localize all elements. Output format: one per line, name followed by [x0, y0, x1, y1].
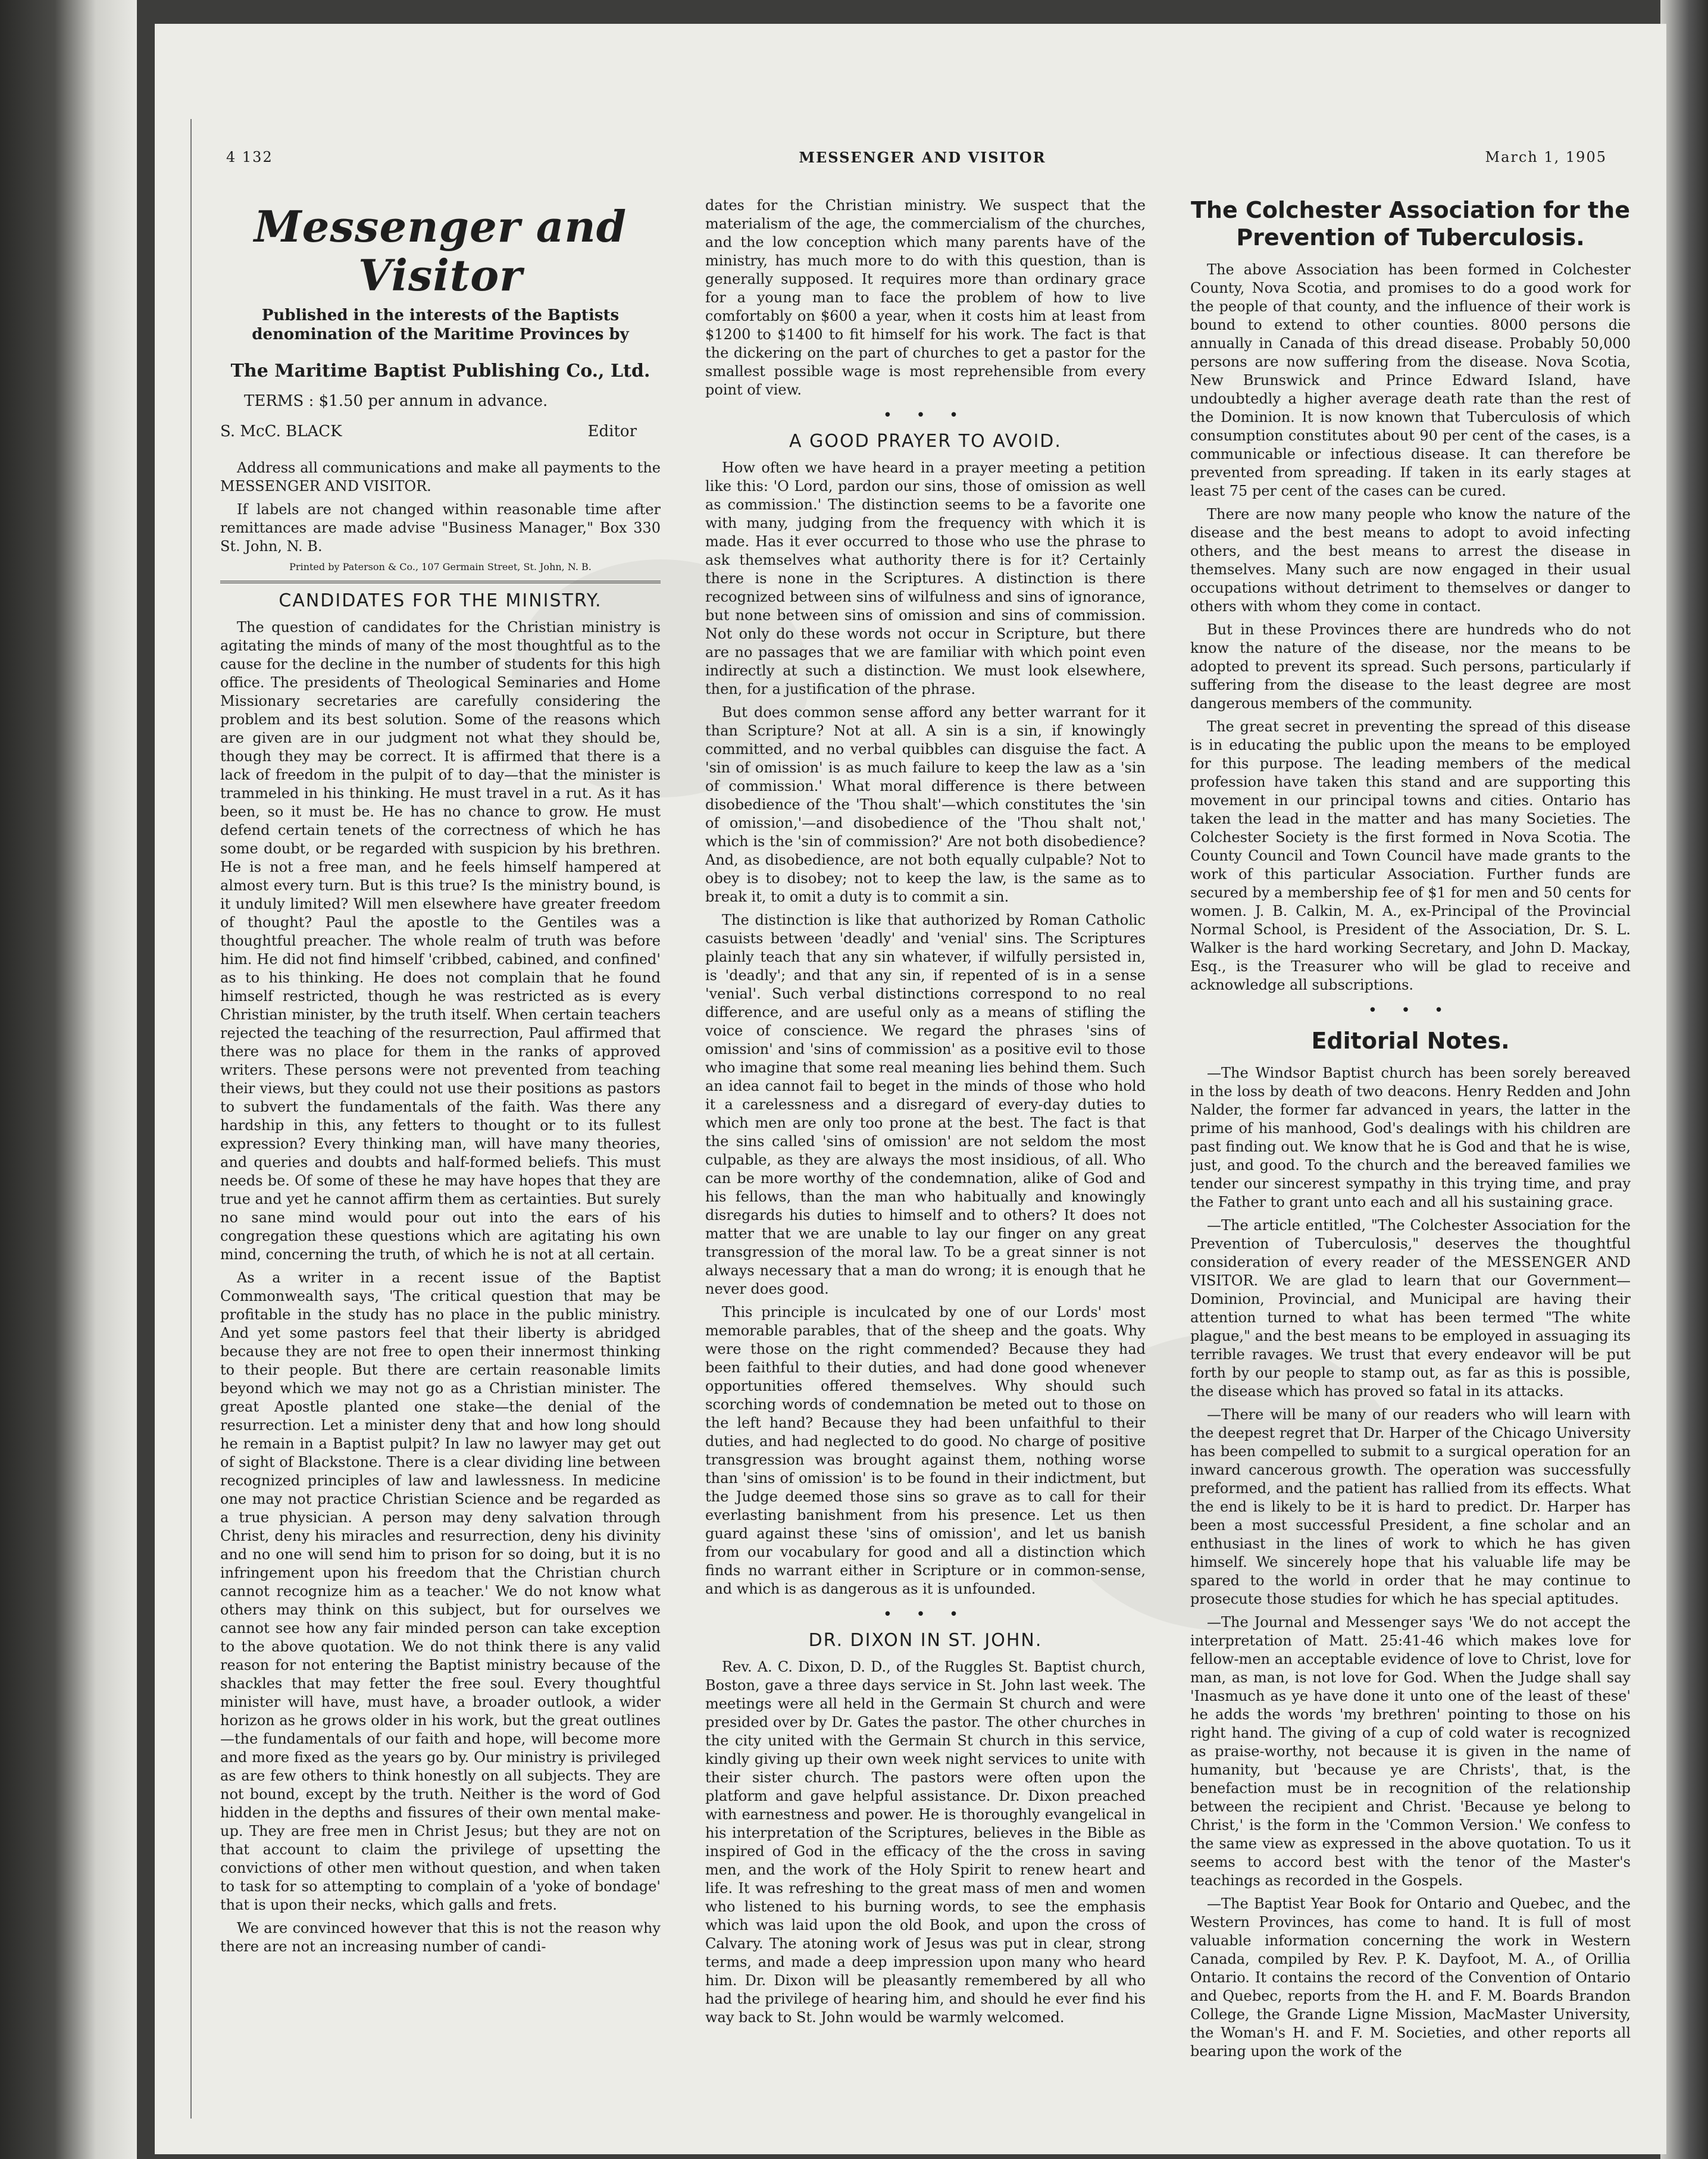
newspaper-page	[155, 24, 1666, 2154]
article-paragraph: How often we have heard in a prayer meeting a petition like this: 'O Lord, pardon our sins, those of omission as well as commission.' The distinction seems to be a favorite one with many, judging from the frequency with which it is made. Has it ever occurred to those who use the phrase to ask themselves what authority there is for it? Certainly there is none in the Scriptures. A distinction is there recognized between sins of wilfulness and sins of ignorance, but none between sins of omission and sins of commission. Not only do these words not occur in Scripture, but there are no passages that we are familiar with which point even indirectly at such a distinction. We must look elsewhere, then, for a justification of the phrase.	[705, 459, 1146, 697]
scan-edge-left	[0, 0, 137, 2159]
editor-name: S. McC. BLACK	[220, 423, 342, 440]
issue-date: March 1, 1905	[1485, 149, 1607, 165]
page-number: 4 132	[226, 149, 273, 165]
section-dots: • • •	[1368, 1002, 1453, 1019]
article-paragraph: This principle is inculcated by one of our Lords' most memorable parables, that of the sheep and the goats. Why were those on the right commended? Because they had been faithful to their duties, and had done good whenever opportunities offered themselves. Why should such scorching words of condemnation be meted out to those on the left hand? Because they had been unfaithful to their duties, and had neglected to do good. No charge of positive transgression was brought against them, nothing worse than 'sins of omission' is to be found in their indictment, but the Judge deemed those sins so grave as to call for their everlasting banishment from his presence. Let us then guard against these 'sins of omission', and let us banish from our vocabulary for good and all a distinction which finds no warrant either in Scripture or in common-sense, and which is as dangerous as it is unfounded.	[705, 1304, 1146, 1597]
address-notice: Address all communications and make all payments to the MESSENGER AND VISITOR.	[220, 459, 661, 495]
article-title: CANDIDATES FOR THE MINISTRY.	[279, 590, 602, 611]
article-paragraph: —The Baptist Year Book for Ontario and Quebec, and the Western Provinces, has come to hand. It is full of most valuable information concerning the work in Western Canada, compiled by Rev. P. K. Dayfoot, M. A., of Orillia Ontario. It contains the record of the Convention of Ontario and Quebec, reports from the H. and F. M. Boards Brandon College, the Grande Ligne Mission, MacMaster University, the Woman's H. and F. M. Societies, and other reports all bearing upon the work of the	[1190, 1895, 1631, 2060]
editor-line	[220, 423, 661, 441]
margin-line	[190, 119, 192, 2119]
scan-edge-right	[1660, 0, 1708, 2159]
column-2	[705, 196, 1146, 2113]
paper-name: MESSENGER AND VISITOR	[799, 149, 1046, 166]
masthead-subtitle: Published in the interests of the Baptists denomination of the Maritime Provinces by	[252, 306, 629, 343]
masthead-title: Messenger and Visitor	[254, 201, 627, 301]
article-paragraph: dates for the Christian ministry. We suspect that the materialism of the age, the commercialism of the churches, and the low conception which many parents have of the ministry, has much more to do with this question, than is generally supposed. It requires more than ordinary grace for a young man to face the problem of how to live comfortably on $600 a year, when it costs him at least from $1200 to $1400 to fit himself for his work. The fact is that the dickering on the part of churches to get a pastor for the smallest possible wage is most reprehensible from every point of view.	[705, 197, 1146, 398]
labels-notice: If labels are not changed within reasonable time after remittances are made advise "Business Manager," Box 330 St. John, N. B.	[220, 501, 661, 555]
article-title: Editorial Notes.	[1311, 1028, 1510, 1054]
article-paragraph: —The Windsor Baptist church has been sorely bereaved in the loss by death of two deacons. Henry Redden and John Nalder, the former far advanced in years, the latter in the prime of his manhood, God's dealings with his children are past finding out. We know that he is God and that he is wise, just, and good. To the church and the bereaved families we tender our sincerest sympathy in this trying time, and pray the Father to grant unto each and all his sustaining grace.	[1190, 1065, 1631, 1210]
article-paragraph: As a writer in a recent issue of the Baptist Commonwealth says, 'The critical question that may be profitable in the study has no place in the public ministry. And yet some pastors feel that their liberty is abridged because they are not free to open their innermost thinking to their people. But there are certain reasonable limits beyond which we may not go as a Christian minister. The great Apostle planted one stake—the denial of the resurrection. Let a minister deny that and how long should he remain in a Baptist pulpit? In law no lawyer may get out of sight of Blackstone. There is a clear dividing line between recognized principles of law and lawlessness. In medicine one may not practice Christian Science and be regarded as a true physician. A person may deny salvation through Christ, deny his miracles and resurrection, deny his divinity and no one will send him to prison for so doing, but it is no infringement upon his freedom that the Christian church cannot recognize him as a teacher.' We do not know what others may think on this subject, but for ourselves we cannot see how any fair minded person can take exception to the above quotation. We do not think there is any valid reason for not entering the Baptist ministry because of the shackles that may fetter the free soul. Every thoughtful minister will have, must have, a broader outlook, a wider horizon as he grows older in his work, but the great outlines—the fundamentals of our faith and hope, will become more and more fixed as the years go by. Our ministry is privileged as are few others to think honestly on all subjects. They are not bound, except by the truth. Neither is the word of God hidden in the depths and fissures of their own mental make-up. They are free men in Christ Jesus; but they are not on that account to claim the privilege of upsetting the convictions of other men without question, and when taken to task for so attempting to complain of a 'yoke of bondage' that is upon their necks, which galls and frets.	[220, 1269, 661, 1913]
masthead-publisher: The Maritime Baptist Publishing Co., Ltd.	[230, 361, 650, 381]
article-title: DR. DIXON IN ST. JOHN.	[808, 1630, 1043, 1651]
subscription-terms: TERMS : $1.50 per annum in advance.	[244, 392, 548, 410]
article-paragraph: But in these Provinces there are hundreds who do not know the nature of the disease, nor the means to be adopted to prevent its spread. Such persons, particularly if suffering from the disease to the least degree are most dangerous members of the community.	[1190, 621, 1631, 712]
article-paragraph: —The article entitled, "The Colchester Association for the Prevention of Tuberculosis," deserves the thoughtful consideration of every reader of the MESSENGER AND VISITOR. We are glad to learn that our Government—Dominion, Provincial, and Municipal are having their attention turned to what has been termed "The white plague," and the best means to be employed in assuaging its terrible ravages. We trust that every endeavor will be put forth by our people to stamp out, as far as this is possible, the disease which has proved so fatal in its attacks.	[1190, 1217, 1631, 1400]
article-paragraph: There are now many people who know the nature of the disease and the best means to adopt to avoid infecting others, and the best means to arrest the disease in themselves. Many such are now engaged in their usual occupations without detriment to themselves or danger to others with whom they come in contact.	[1190, 506, 1631, 615]
article-paragraph: The above Association has been formed in Colchester County, Nova Scotia, and promises to do a good work for the people of that county, and the influence of their work is bound to extend to other counties. 8000 persons die annually in Canada of this dread disease. Probably 50,000 persons are now suffering from the disease. Nova Scotia, New Brunswick and Prince Edward Island, have undoubtedly a higher average death rate than the rest of the Dominion. It is now known that Tuberculosis of which consumption constitutes about 90 per cent of the cases, is a communicable or infectious disease. It can therefore be prevented from spreading. If taken in its early stages at least 75 per cent of the cases can be cured.	[1190, 261, 1631, 499]
article-title: A GOOD PRAYER TO AVOID.	[789, 431, 1062, 452]
article-paragraph: Rev. A. C. Dixon, D. D., of the Ruggles St. Baptist church, Boston, gave a three days service in St. John last week. The meetings were all held in the Germain St church and were presided over by Dr. Gates the pastor. The other churches in the city united with the Germain St church in this service, kindly giving up their own week night services to unite with their sister church. The pastors were often upon the platform and gave helpful assistance. Dr. Dixon preached with earnestness and power. He is thoroughly evangelical in his interpretation of the Scriptures, believes in the Bible as inspired of God in the efficacy of the the cross in saving men, and the work of the Holy Spirit to renew heart and life. It was refreshing to the great mass of men and women who listened to his burning words, to see the emphasis which was laid upon the old Book, and upon the cross of Calvary. The atoning work of Jesus was put in clear, strong terms, and made a deep impression upon many who heard him. Dr. Dixon will be pleasantly remembered by all who had the privilege of hearing him, and should he ever find his way back to St. John would be warmly welcomed.	[705, 1659, 1146, 2026]
article-title: The Colchester Association for the Prevention of Tuberculosis.	[1191, 197, 1630, 251]
column-3	[1190, 196, 1631, 2113]
article-paragraph: —The Journal and Messenger says 'We do not accept the interpretation of Matt. 25:41-46 which makes love for fellow-men an acceptable evidence of love to Christ, love for man, as man, is not love for God. When the Judge shall say 'Inasmuch as ye have done it unto one of the least of these' he adds the words 'my brethren' pointing to those on his right hand. The giving of a cup of cold water is recognized as praise-worthy, not because it is given in the name of humanity, but 'because ye are Christs', that, is the benefaction must be in recognition of the relationship between the recipient and Christ. 'Because ye belong to Christ,' is the form in the 'Common Version.' We confess to the same view as expressed in the above quotation. To us it seems to accord best with the tenor of the Master's teachings as recorded in the Gospels.	[1190, 1614, 1631, 1889]
page-header	[214, 143, 1631, 179]
section-dots: • • •	[883, 1606, 968, 1623]
article-paragraph: But does common sense afford any better warrant for it than Scripture? Not at all. A sin is a sin, if knowingly committed, and no verbal quibbles can disguise the fact. A 'sin of omission' is as much failure to keep the law as a 'sin of commission.' What moral difference is there between disobedience of the 'Thou shalt'—which constitutes the 'sin of omission,'—and disobedience of the 'Thou shalt not,' which is the 'sin of commission?' Are not both disobedience? And, as disobedience, are not both equally culpable? Not to obey is to disobey; not to keep the law, is the same as to break it, to omit a duty is to commit a sin.	[705, 704, 1146, 905]
article-paragraph: —There will be many of our readers who will learn with the deepest regret that Dr. Harper of the Chicago University has been compelled to submit to a surgical operation for an inward cancerous growth. The operation was successfully preformed, and the patient has rallied from its effects. What the end is likely to be it is hard to predict. Dr. Harper has been a most successful President, a fine scholar and an enthusiast in the lines of work to which he has given himself. We sincerely hope that his valuable life may be spared to the world in order that he may continue to prosecute those studies for which he has special aptitudes.	[1190, 1406, 1631, 1607]
section-dots: • • •	[883, 406, 968, 424]
article-paragraph: We are convinced however that this is not the reason why there are not an increasing number of candi-	[220, 1920, 661, 1955]
divider	[220, 581, 661, 583]
editor-label: Editor	[587, 423, 637, 440]
column-1	[220, 196, 661, 2113]
article-paragraph: The great secret in preventing the spread of this disease is in educating the public upon the means to be employed for this purpose. The leading members of the medical profession have taken this stand and are supporting this movement in our principal towns and cities. Ontario has taken the lead in the matter and has many Societies. The Colchester Society is the first formed in Nova Scotia. The County Council and Town Council have made grants to the work of this particular Association. Further funds are secured by a membership fee of $1 for men and 50 cents for women. J. B. Calkin, M. A., ex-Principal of the Provincial Normal School, is President of the Association, Dr. S. L. Walker is the hard working Secretary, and John D. Mackay, Esq., is the Treasurer who will be glad to receive and acknowledge all subscriptions.	[1190, 718, 1631, 993]
article-paragraph: The distinction is like that authorized by Roman Catholic casuists between 'deadly' and 'venial' sins. The Scriptures plainly teach that any sin whatever, if wilfully persisted in, is 'deadly'; and that any sin, if repented of is in a sense 'venial'. Such verbal distinctions correspond to no real difference, and are useful only as a means of stifling the voice of conscience. We regard the phrases 'sins of omission' and 'sins of commission' as a positive evil to those who imagine that some real meaning lies behind them. Such an idea cannot fail to beget in the minds of those who hold it a carelessness and a disregard of every-day duties to which men are only too prone at the best. The fact is that the sins called 'sins of omission' are not seldom the most culpable, as they are always the most insidious, of all. Who can be more worthy of the condemnation, alike of God and his fellows, than the man who habitually and knowingly disregards his duties to himself and to others? It does not matter that we are unable to lay our finger on any great transgression of the moral law. To be a great sinner is not always necessary that a man do wrong; it is enough that he never does good.	[705, 912, 1146, 1297]
article-paragraph: The question of candidates for the Christian ministry is agitating the minds of many of the most thoughtful as to the cause for the decline in the number of students for this high office. The presidents of Theological Seminaries and Home Missionary secretaries are carefully considering the problem and its best solution. Some of the reasons which are given are in our judgment not what they should be, though they may be correct. It is affirmed that there is a lack of freedom in the pulpit of to day—that the minister is trammeled in his thinking. He must travel in a rut. As it has been, so it must be. He has no chance to grow. He must defend certain tenets of the correctness of which he has some doubt, or be regarded with suspicion by his brethren. He is not a free man, and he feels himself hampered at almost every turn. But is this true? Is the ministry bound, is it unduly limited? Will men elsewhere have greater freedom of thought? Paul the apostle to the Gentiles was a thoughtful preacher. The whole realm of truth was before him. He did not find himself 'cribbed, cabined, and confined' as to his thinking. He does not complain that he found himself restricted, though he was restricted as is every Christian minister, by the truth itself. When certain teachers rejected the teaching of the resurrection, Paul affirmed that there was no place for them in the ranks of approved writers. These persons were not prevented from teaching their views, but they could not use their positions as pastors to subvert the fundamentals of the faith. Was there any hardship in this, any fetters to thought or to its fullest expression? Every thinking man, will have many theories, and queries and doubts and half-formed beliefs. This must needs be. Of some of these he may have hopes that they are true and yet he cannot affirm them as certainties. But surely no sane mind would pour out into the ears of his congregation these questions which are agitating his own mind, concerning the truth, of which he is not at all certain.	[220, 619, 661, 1263]
printer-credit: Printed by Paterson & Co., 107 Germain Street, St. John, N. B.	[289, 561, 592, 572]
